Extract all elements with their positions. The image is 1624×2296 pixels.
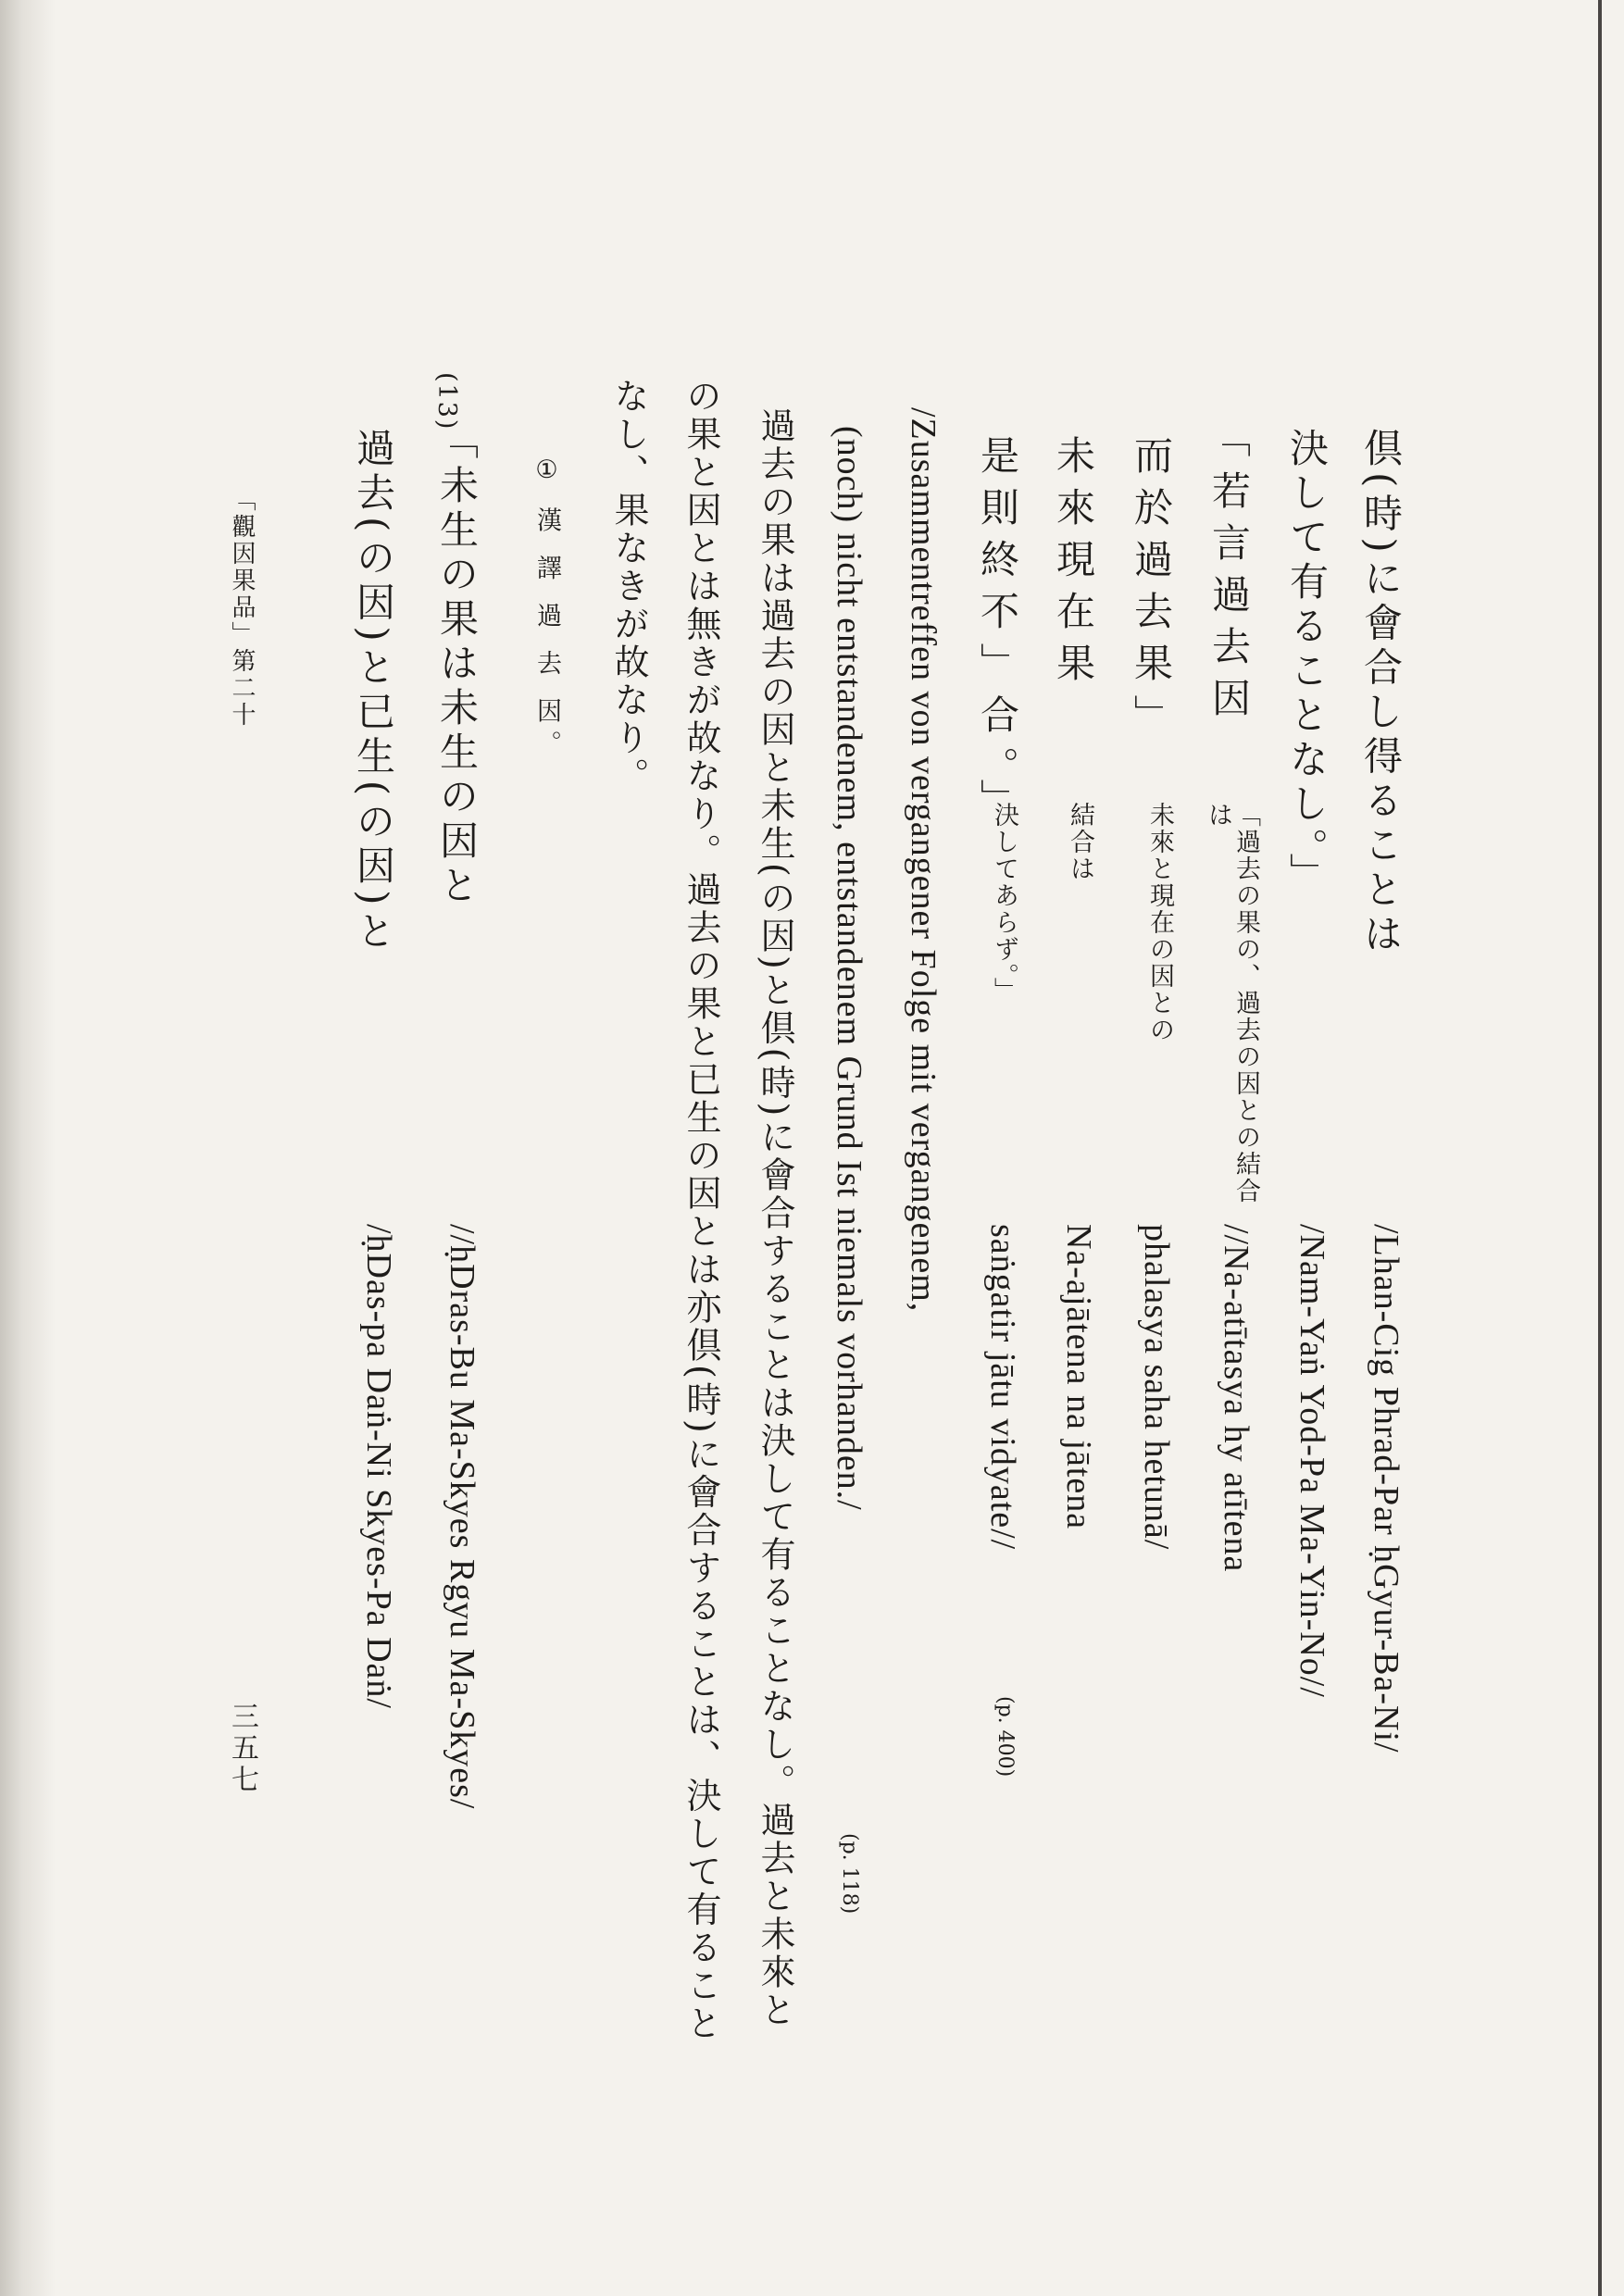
romanized-line-8: /ḥDas-pa Daṅ-Ni Skyes-Pa Daṅ/ — [359, 1224, 398, 1709]
verse-line-2: 而於過去果」 — [1129, 435, 1174, 746]
verse-line-1: 「若言過去因 — [1206, 418, 1252, 730]
gloss-line-3: 結合は — [1066, 802, 1094, 882]
gloss-line-1: 「過去の果の、過去の因との結合 — [1231, 802, 1260, 1204]
running-head: 「觀因果品」第二十 — [228, 487, 256, 729]
verse-number: (13) — [432, 372, 461, 431]
verse-13-line-2: 過去(の因)と已生(の因)と — [351, 428, 396, 955]
romanized-line-5: Na-ajātena na jātena — [1059, 1224, 1098, 1530]
prose-line-2: の果と因とは無きが故なり。過去の果と已生の因とは亦倶(時)に會合することは、決して有ること — [681, 378, 721, 2043]
gloss-line-4: 決してあらず。」 — [990, 802, 1018, 1004]
romanized-line-7: //ḥDras-Bu Ma-Skyes Rgyu Ma-Skyes/ — [443, 1224, 481, 1810]
romanized-line-1: /Lhan-Cig Phrad-Par ḥGyur-Ba-Ni/ — [1367, 1224, 1405, 1753]
page-reference-2: (p. 118) — [838, 1833, 861, 1915]
page-number: 三五七 — [226, 1702, 258, 1796]
romanized-line-2: /Nam-Yaṅ Yod-Pa Ma-Yin-No// — [1293, 1224, 1331, 1698]
gloss-line-1b: は — [1204, 802, 1232, 829]
romanized-line-6: saṅgatir jātu vidyate// — [983, 1224, 1022, 1551]
footnote: ① 漢 譯 過 去 因。 — [532, 455, 561, 763]
text-line-2: 決して有ることなし。」 — [1284, 428, 1330, 897]
verse-line-3: 未來現在果 — [1051, 435, 1096, 694]
german-line-2: (noch) nicht entstandenem, entstandenem Grund Ist niemals vorhanden./ — [830, 426, 868, 1511]
text-line-1: 倶(時)に會合し得ることは — [1358, 428, 1404, 958]
verse-line-4: 是則終不」合。」 — [975, 435, 1020, 830]
romanized-line-3: //Na-atītasya hy atītena — [1217, 1224, 1255, 1573]
verse-13-line-1: 「未生の果は未生の因と — [434, 420, 480, 909]
prose-line-3: なし、果なきが故なり。 — [608, 378, 649, 795]
german-line-1: /Zusammentreffen von vergangener Folge mit vergangenem, — [904, 407, 943, 1313]
prose-line-1: 過去の果は過去の因と未生(の因)と倶(時)に會合することは決して有ることなし。過去と未來と — [755, 407, 795, 2030]
gloss-line-2: 未來と現在の因との — [1145, 802, 1174, 1043]
page-reference-1: (p. 400) — [993, 1696, 1017, 1778]
romanized-line-4: phalasya saha hetunā/ — [1137, 1224, 1176, 1551]
